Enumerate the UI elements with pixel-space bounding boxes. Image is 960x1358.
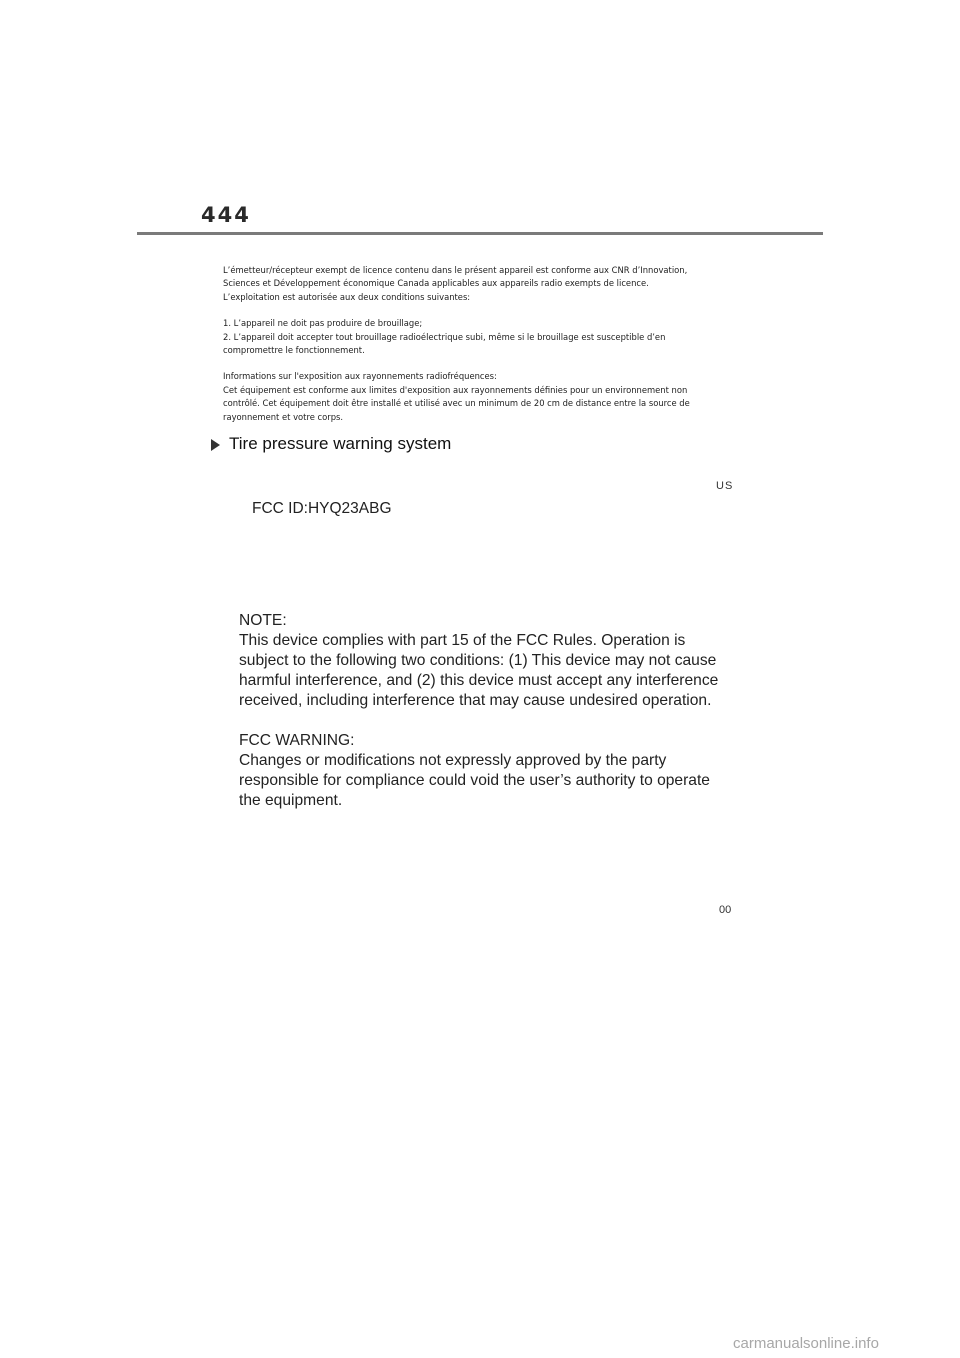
fcc-label-notice: [239, 611, 759, 811]
page-number: 444: [201, 203, 251, 227]
section-heading: [211, 434, 451, 454]
warning-line: the equipment.: [239, 792, 343, 809]
fcc-id: FCC ID:HYQ23ABG: [252, 500, 392, 517]
warning-title: FCC WARNING:: [239, 732, 355, 749]
note-line: subject to the following two conditions: (1) This device may not cause: [239, 652, 717, 669]
notice-line: contrôlé. Cet équipement doit être installé et utilisé avec un minimum de 20 cm de distance entre la source de: [223, 398, 690, 409]
french-regulatory-notice: [223, 264, 753, 424]
label-code: 00: [719, 904, 732, 916]
triangle-bullet-icon: [211, 439, 220, 451]
notice-line: Sciences et Développement économique Canada applicables aux appareils radio exempts de licence.: [223, 278, 649, 289]
warning-line: Changes or modifications not expressly approved by the party: [239, 752, 667, 769]
notice-line: L’émetteur/récepteur exempt de licence contenu dans le présent appareil est conforme aux CNR d’Innovation,: [223, 265, 688, 275]
notice-line: Informations sur l'exposition aux rayonnements radiofréquences:: [223, 371, 497, 382]
note-title: NOTE:: [239, 612, 287, 629]
notice-line: 1. L’appareil ne doit pas produire de brouillage;: [223, 318, 423, 329]
note-line: This device complies with part 15 of the FCC Rules. Operation is: [239, 632, 686, 649]
header-divider: [137, 232, 823, 235]
warning-line: responsible for compliance could void the user’s authority to operate: [239, 772, 710, 789]
notice-line: rayonnement et votre corps.: [223, 411, 344, 422]
note-line: harmful interference, and (2) this device must accept any interference: [239, 672, 719, 689]
notice-line: Cet équipement est conforme aux limites d'exposition aux rayonnements définies pour un environnement non: [223, 384, 688, 395]
notice-line: L’exploitation est autorisée aux deux conditions suivantes:: [223, 291, 471, 302]
watermark: carmanualsonline.info: [733, 1335, 879, 1352]
note-line: received, including interference that may cause undesired operation.: [239, 692, 712, 709]
notice-line: compromettre le fonctionnement.: [223, 345, 365, 356]
section-heading-text: Tire pressure warning system: [229, 434, 452, 453]
notice-line: 2. L’appareil doit accepter tout brouillage radioélectrique subi, même si le brouillage est susceptible d’en: [223, 331, 666, 342]
region-label: US: [716, 480, 734, 492]
